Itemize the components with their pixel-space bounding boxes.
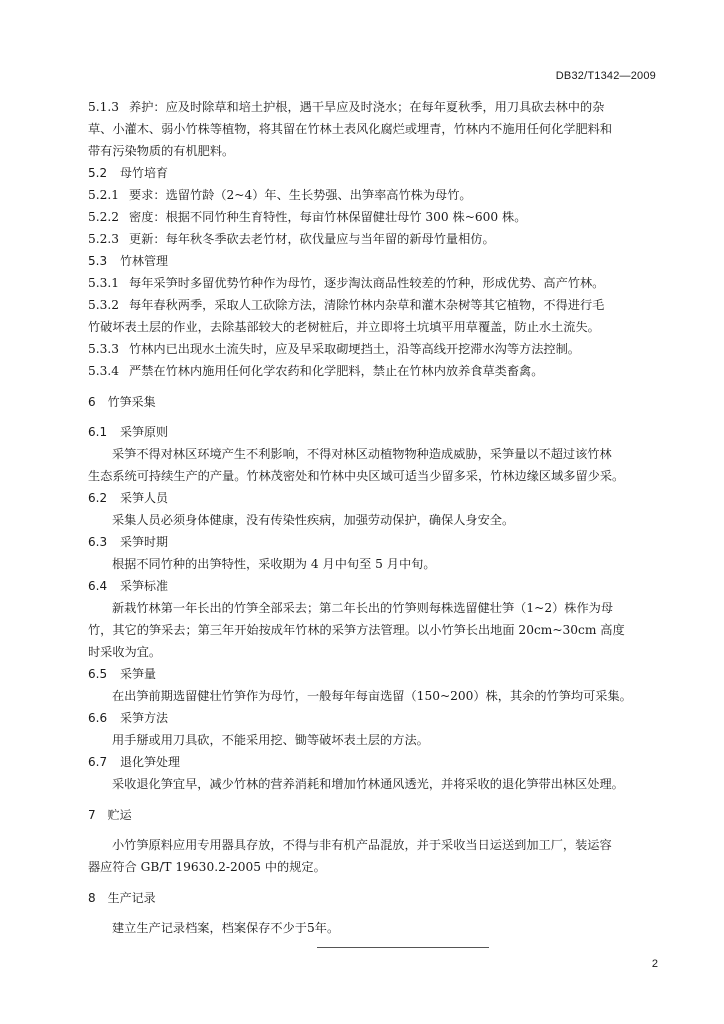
paragraph-line: 生态系统可持续生产的产量。竹林茂密处和竹林中央区域可适当少留多采，竹林边缘区域多留少采。 <box>88 469 625 483</box>
section-title: 采笋时期 <box>120 535 169 549</box>
chapter-number: 6 <box>88 395 96 409</box>
clause-text: 严禁在竹林内施用任何化学农药和化学肥料，禁止在竹林内放养食草类畜禽。 <box>129 364 544 378</box>
section-5-3-heading <box>88 250 660 272</box>
section-title: 采笋方法 <box>120 711 169 725</box>
standard-code: DB32/T1342—2009 <box>555 70 656 82</box>
clause-text: 竹林内已出现水土流失时，应及早采取砌埂挡土，沿等高线开挖滞水沟等方法控制。 <box>129 342 580 356</box>
clause-text: 每年春秋两季，采取人工砍除方法，清除竹林内杂草和灌木杂树等其它植物，不得进行毛 <box>129 298 605 312</box>
clause-number: 5.1.3 <box>88 100 120 114</box>
section-title: 采笋原则 <box>120 425 169 439</box>
clause-text: 每年采笋时多留优势竹种作为母竹，逐步淘汰商品性较差的竹种，形成优势、高产竹林。 <box>129 276 605 290</box>
clause-5-3-4 <box>88 360 660 382</box>
section-title: 竹林管理 <box>120 254 169 268</box>
section-title: 采笋人员 <box>120 491 169 505</box>
clause-text: 要求：选留竹龄（2~4）年、生长势强、出笋率高竹株为母竹。 <box>129 188 472 202</box>
clause-number: 5.2.2 <box>88 210 120 224</box>
chapter-title: 生产记录 <box>107 891 156 905</box>
section-number: 6.5 <box>88 667 108 681</box>
section-6-2-heading <box>88 487 660 509</box>
chapter-8-heading <box>88 887 660 909</box>
clause-5-1-3 <box>88 96 660 118</box>
clause-text-line: 草、小灌木、弱小竹株等植物，将其留在竹林土表风化腐烂或埋青，竹林内不施用任何化学肥料和 <box>88 122 613 136</box>
section-title: 采笋标准 <box>120 579 169 593</box>
paragraph-line: 小竹笋原料应用专用器具存放，不得与非有机产品混放，并于采收当日运送到加工厂，装运容 <box>112 838 612 852</box>
chapter-title: 贮运 <box>107 808 132 822</box>
section-6-6-heading <box>88 707 660 729</box>
paragraph-line: 时采收为宜。 <box>88 645 162 659</box>
clause-5-2-2 <box>88 206 660 228</box>
section-number: 6.1 <box>88 425 108 439</box>
paragraph-line: 建立生产记录档案，档案保存不少于5年。 <box>112 921 340 935</box>
clause-text-line: 带有污染物质的有机肥料。 <box>88 144 235 158</box>
clause-number: 5.3.3 <box>88 342 120 356</box>
paragraph-line: 采收退化笋宜早，减少竹林的营养消耗和增加竹林通风透光，并将采收的退化笋带出林区处理。 <box>112 777 624 791</box>
clause-text-line: 竹破坏表土层的作业，去除基部较大的老树桩后，并立即将土坑填平用草覆盖，防止水土流失。 <box>88 320 600 334</box>
chapter-7-heading <box>88 804 660 826</box>
clause-text: 密度：根据不同竹种生育特性，每亩竹林保留健壮母竹 300 株~600 株。 <box>129 210 527 224</box>
section-number: 5.2 <box>88 166 108 180</box>
chapter-number: 7 <box>88 808 96 822</box>
section-6-4-heading <box>88 575 660 597</box>
clause-number: 5.2.1 <box>88 188 120 202</box>
section-number: 6.3 <box>88 535 108 549</box>
section-title: 采笋量 <box>120 667 157 681</box>
clause-number: 5.3.2 <box>88 298 120 312</box>
clause-text: 养护：应及时除草和培土护根，遇干旱应及时浇水；在每年夏秋季，用刀具砍去林中的杂 <box>129 100 605 114</box>
clause-5-2-1 <box>88 184 660 206</box>
page-number: 2 <box>651 958 658 970</box>
clause-number: 5.3.1 <box>88 276 120 290</box>
clause-5-3-2 <box>88 294 660 316</box>
paragraph-line: 采笋不得对林区环境产生不利影响，不得对林区动植物物种造成威胁，采笋量以不超过该竹林 <box>112 447 612 461</box>
clause-5-3-1 <box>88 272 660 294</box>
end-rule <box>317 947 489 948</box>
clause-number: 5.3.4 <box>88 364 120 378</box>
section-6-7-heading <box>88 751 660 773</box>
section-number: 5.3 <box>88 254 108 268</box>
paragraph-line: 用手掰或用刀具砍，不能采用挖、锄等破坏表土层的方法。 <box>112 733 429 747</box>
paragraph-line: 根据不同竹种的出笋特性，采收期为 4 月中旬至 5 月中旬。 <box>112 557 436 571</box>
clause-5-3-3 <box>88 338 660 360</box>
section-number: 6.6 <box>88 711 108 725</box>
document-body <box>88 96 660 939</box>
section-5-2-heading <box>88 162 660 184</box>
paragraph-line: 器应符合 GB/T 19630.2-2005 中的规定。 <box>88 860 326 874</box>
section-title: 母竹培育 <box>120 166 169 180</box>
section-6-5-heading <box>88 663 660 685</box>
clause-text: 更新：每年秋冬季砍去老竹材，砍伐量应与当年留的新母竹量相仿。 <box>129 232 495 246</box>
section-number: 6.2 <box>88 491 108 505</box>
paragraph-line: 新栽竹林第一年长出的竹笋全部采去；第二年长出的竹笋则每株选留健壮笋（1~2）株作为母 <box>112 601 614 615</box>
paragraph-line: 采集人员必须身体健康，没有传染性疾病，加强劳动保护，确保人身安全。 <box>112 513 515 527</box>
section-number: 6.7 <box>88 755 108 769</box>
section-6-3-heading <box>88 531 660 553</box>
paragraph-line: 竹，其它的笋采去；第三年开始按成年竹林的采笋方法管理。以小竹笋长出地面 20cm~30cm 高度 <box>88 623 625 637</box>
chapter-number: 8 <box>88 891 96 905</box>
clause-5-2-3 <box>88 228 660 250</box>
paragraph-line: 在出笋前期选留健壮竹笋作为母竹，一般每年每亩选留（150~200）株，其余的竹笋均可采集。 <box>112 689 632 703</box>
clause-number: 5.2.3 <box>88 232 120 246</box>
chapter-6-heading <box>88 391 660 413</box>
section-title: 退化笋处理 <box>120 755 181 769</box>
chapter-title: 竹笋采集 <box>107 395 156 409</box>
section-number: 6.4 <box>88 579 108 593</box>
section-6-1-heading <box>88 421 660 443</box>
